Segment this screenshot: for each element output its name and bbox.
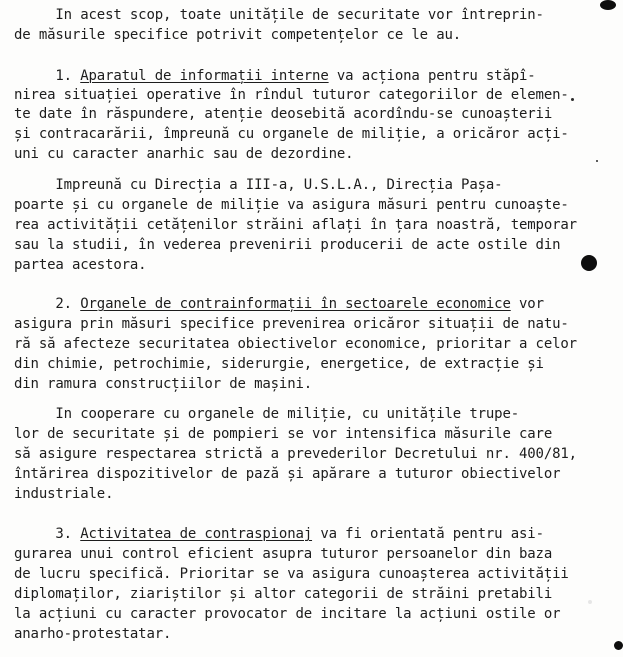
document-line: nirea situației operative în rîndul tuturor categoriilor de elemen- (14, 87, 569, 103)
line-rest: va fi orientată pentru asi- (312, 526, 544, 542)
document-line: întărirea dispozitivelor de pază și apărare a tuturor obiectivelor (14, 466, 561, 482)
section-3-heading: Activitatea de contraspionaj (80, 526, 313, 542)
ink-speck (571, 98, 574, 101)
ink-blot (581, 255, 597, 271)
line-prefix: 2. (14, 296, 81, 312)
line-rest: va acționa pentru stăpî- (328, 68, 536, 84)
paper-mark (588, 600, 592, 604)
document-line: sau la studii, în vederea prevenirii producerii de acte ostile din (14, 237, 561, 253)
section-1-first-line (14, 67, 536, 85)
document-line: poarte și cu organele de miliție va asigura măsuri pentru cunoaște- (14, 197, 569, 213)
document-line: și contracarării, împreună cu organele de miliție, a oricăror acți- (14, 126, 569, 142)
section-3-first-line (14, 525, 544, 543)
document-line: industriale. (14, 486, 114, 502)
ink-speck (596, 160, 598, 162)
line-prefix: 3. (14, 526, 81, 542)
section-1-heading: Aparatul de informații interne (80, 68, 329, 84)
document-line: anarho-protestatar. (14, 626, 172, 642)
ink-blot (600, 0, 616, 10)
document-line: Impreună cu Direcția a III-a, U.S.L.A., Direcția Pașa- (14, 177, 503, 193)
document-line: asigura prin măsuri specifice prevenirea oricăror situații de natu- (14, 316, 569, 332)
document-line: din ramura construcțiilor de mașini. (14, 376, 313, 392)
document-line: partea acestora. (14, 257, 147, 273)
document-line: In cooperare cu organele de miliție, cu unitățile trupe- (14, 406, 520, 422)
document-line: lor de securitate și de pompieri se vor intensifica măsurile care (14, 426, 553, 442)
section-2-first-line (14, 295, 544, 313)
ink-blot (614, 641, 623, 650)
document-line: de măsurile specifice potrivit competențelor ce le au. (14, 27, 462, 43)
document-line: uni cu caracter anarhic sau de dezordine. (14, 146, 354, 162)
document-line: In acest scop, toate unitățile de securitate vor întreprin- (14, 7, 544, 23)
document-line: la acțiuni cu caracter provocator de incitare la acțiuni ostile or (14, 606, 561, 622)
line-prefix: 1. (14, 68, 81, 84)
document-line: diplomaților, ziariștilor și altor categorii de străini pretabili (14, 586, 553, 602)
document-line: să asigure respectarea strictă a prevederilor Decretului nr. 400/81, (14, 446, 577, 462)
document-line: gurarea unui control eficient asupra tuturor persoanelor din baza (14, 546, 553, 562)
section-2-heading: Organele de contrainformații în sectoarele economice (80, 296, 511, 312)
document-line: de lucru specifică. Prioritar se va asigura cunoașterea activității (14, 566, 569, 582)
line-rest: vor (510, 296, 544, 312)
document-line: din chimie, petrochimie, siderurgie, energetice, de extracție și (14, 356, 544, 372)
document-line: ră să afecteze securitatea obiectivelor economice, prioritar a celor (14, 336, 577, 352)
document-line: rea activității cetățenilor străini aflați în țara noastră, temporar (14, 217, 577, 233)
document-line: te date în răspundere, atenție deosebită acordîndu-se cunoașterii (14, 106, 553, 122)
